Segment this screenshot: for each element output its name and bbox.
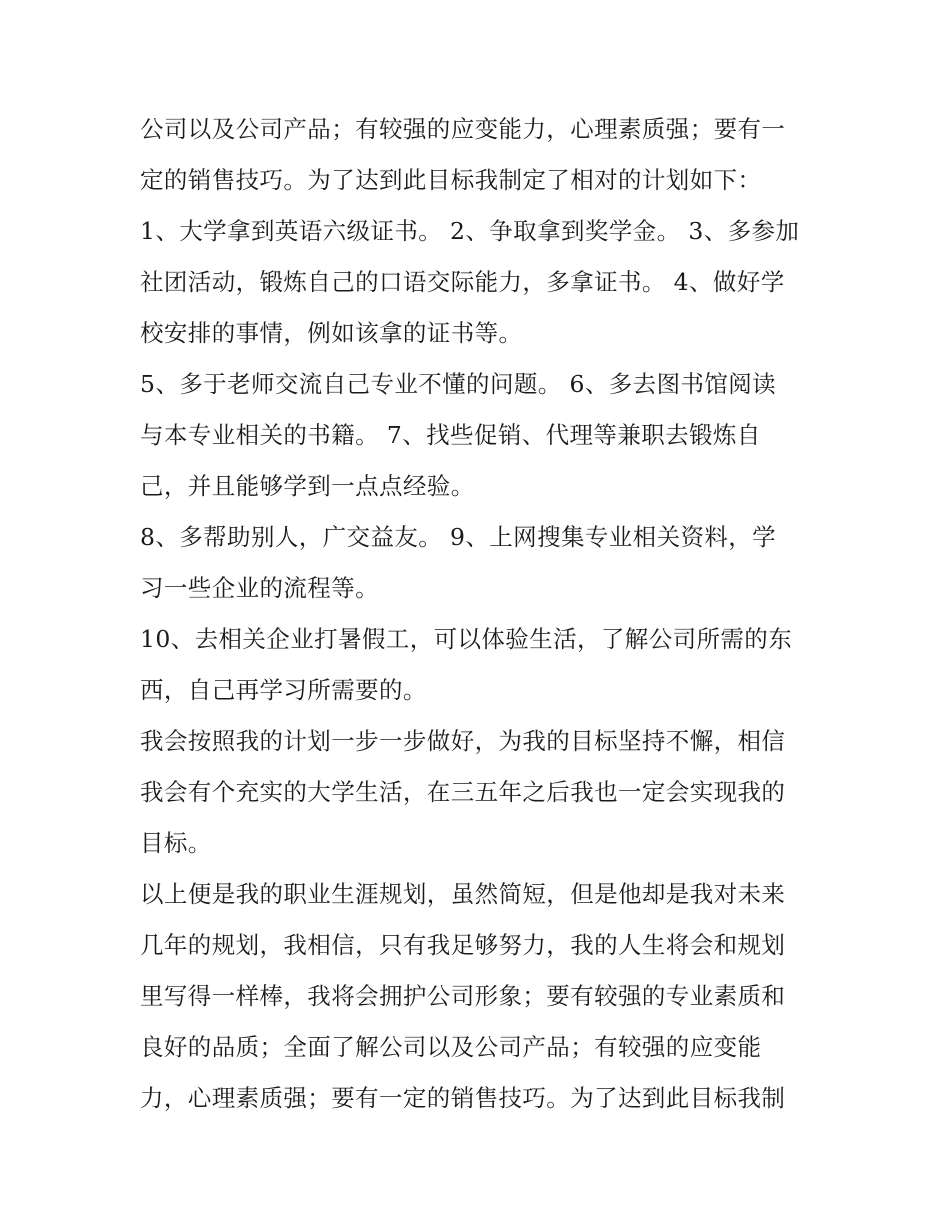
text-line: 1、大学拿到英语六级证书。 2、争取拿到奖学金。 3、多参加 [140,217,800,245]
text-line: 5、多于老师交流自己专业不懂的问题。 6、多去图书馆阅读 [140,370,777,398]
text-line: 我会有个充实的大学生活，在三五年之后我也一定会实现我的 [140,778,786,806]
text-line: 以上便是我的职业生涯规划，虽然简短，但是他却是我对未来 [140,880,786,908]
text-line: 几年的规划，我相信，只有我足够努力，我的人生将会和规划 [140,931,786,959]
text-line: 社团活动，锻炼自己的口语交际能力，多拿证书。 4、做好学 [140,268,785,296]
document-body [140,104,820,1124]
text-line: 西，自己再学习所需要的。 [140,676,427,704]
text-line: 10、去相关企业打暑假工，可以体验生活，了解公司所需的东 [140,625,793,653]
text-line: 与本专业相关的书籍。 7、找些促销、代理等兼职去锻炼自 [140,421,761,449]
text-line: 公司以及公司产品；有较强的应变能力，心理素质强；要有一 [140,115,786,143]
text-line: 校安排的事情，例如该拿的证书等。 [140,319,523,347]
text-line: 良好的品质；全面了解公司以及公司产品；有较强的应变能 [140,1033,762,1061]
text-line: 目标。 [140,829,212,857]
text-line: 习一些企业的流程等。 [140,574,379,602]
text-line: 我会按照我的计划一步一步做好，为我的目标坚持不懈，相信 [140,727,786,755]
text-line: 8、多帮助别人，广交益友。 9、上网搜集专业相关资料，学 [140,523,777,551]
text-line: 定的销售技巧。为了达到此目标我制定了相对的计划如下： [140,166,762,194]
text-line: 己，并且能够学到一点点经验。 [140,472,475,500]
text-line: 里写得一样棒，我将会拥护公司形象；要有较强的专业素质和 [140,982,786,1010]
text-line: 力，心理素质强；要有一定的销售技巧。为了达到此目标我制 [140,1084,786,1112]
